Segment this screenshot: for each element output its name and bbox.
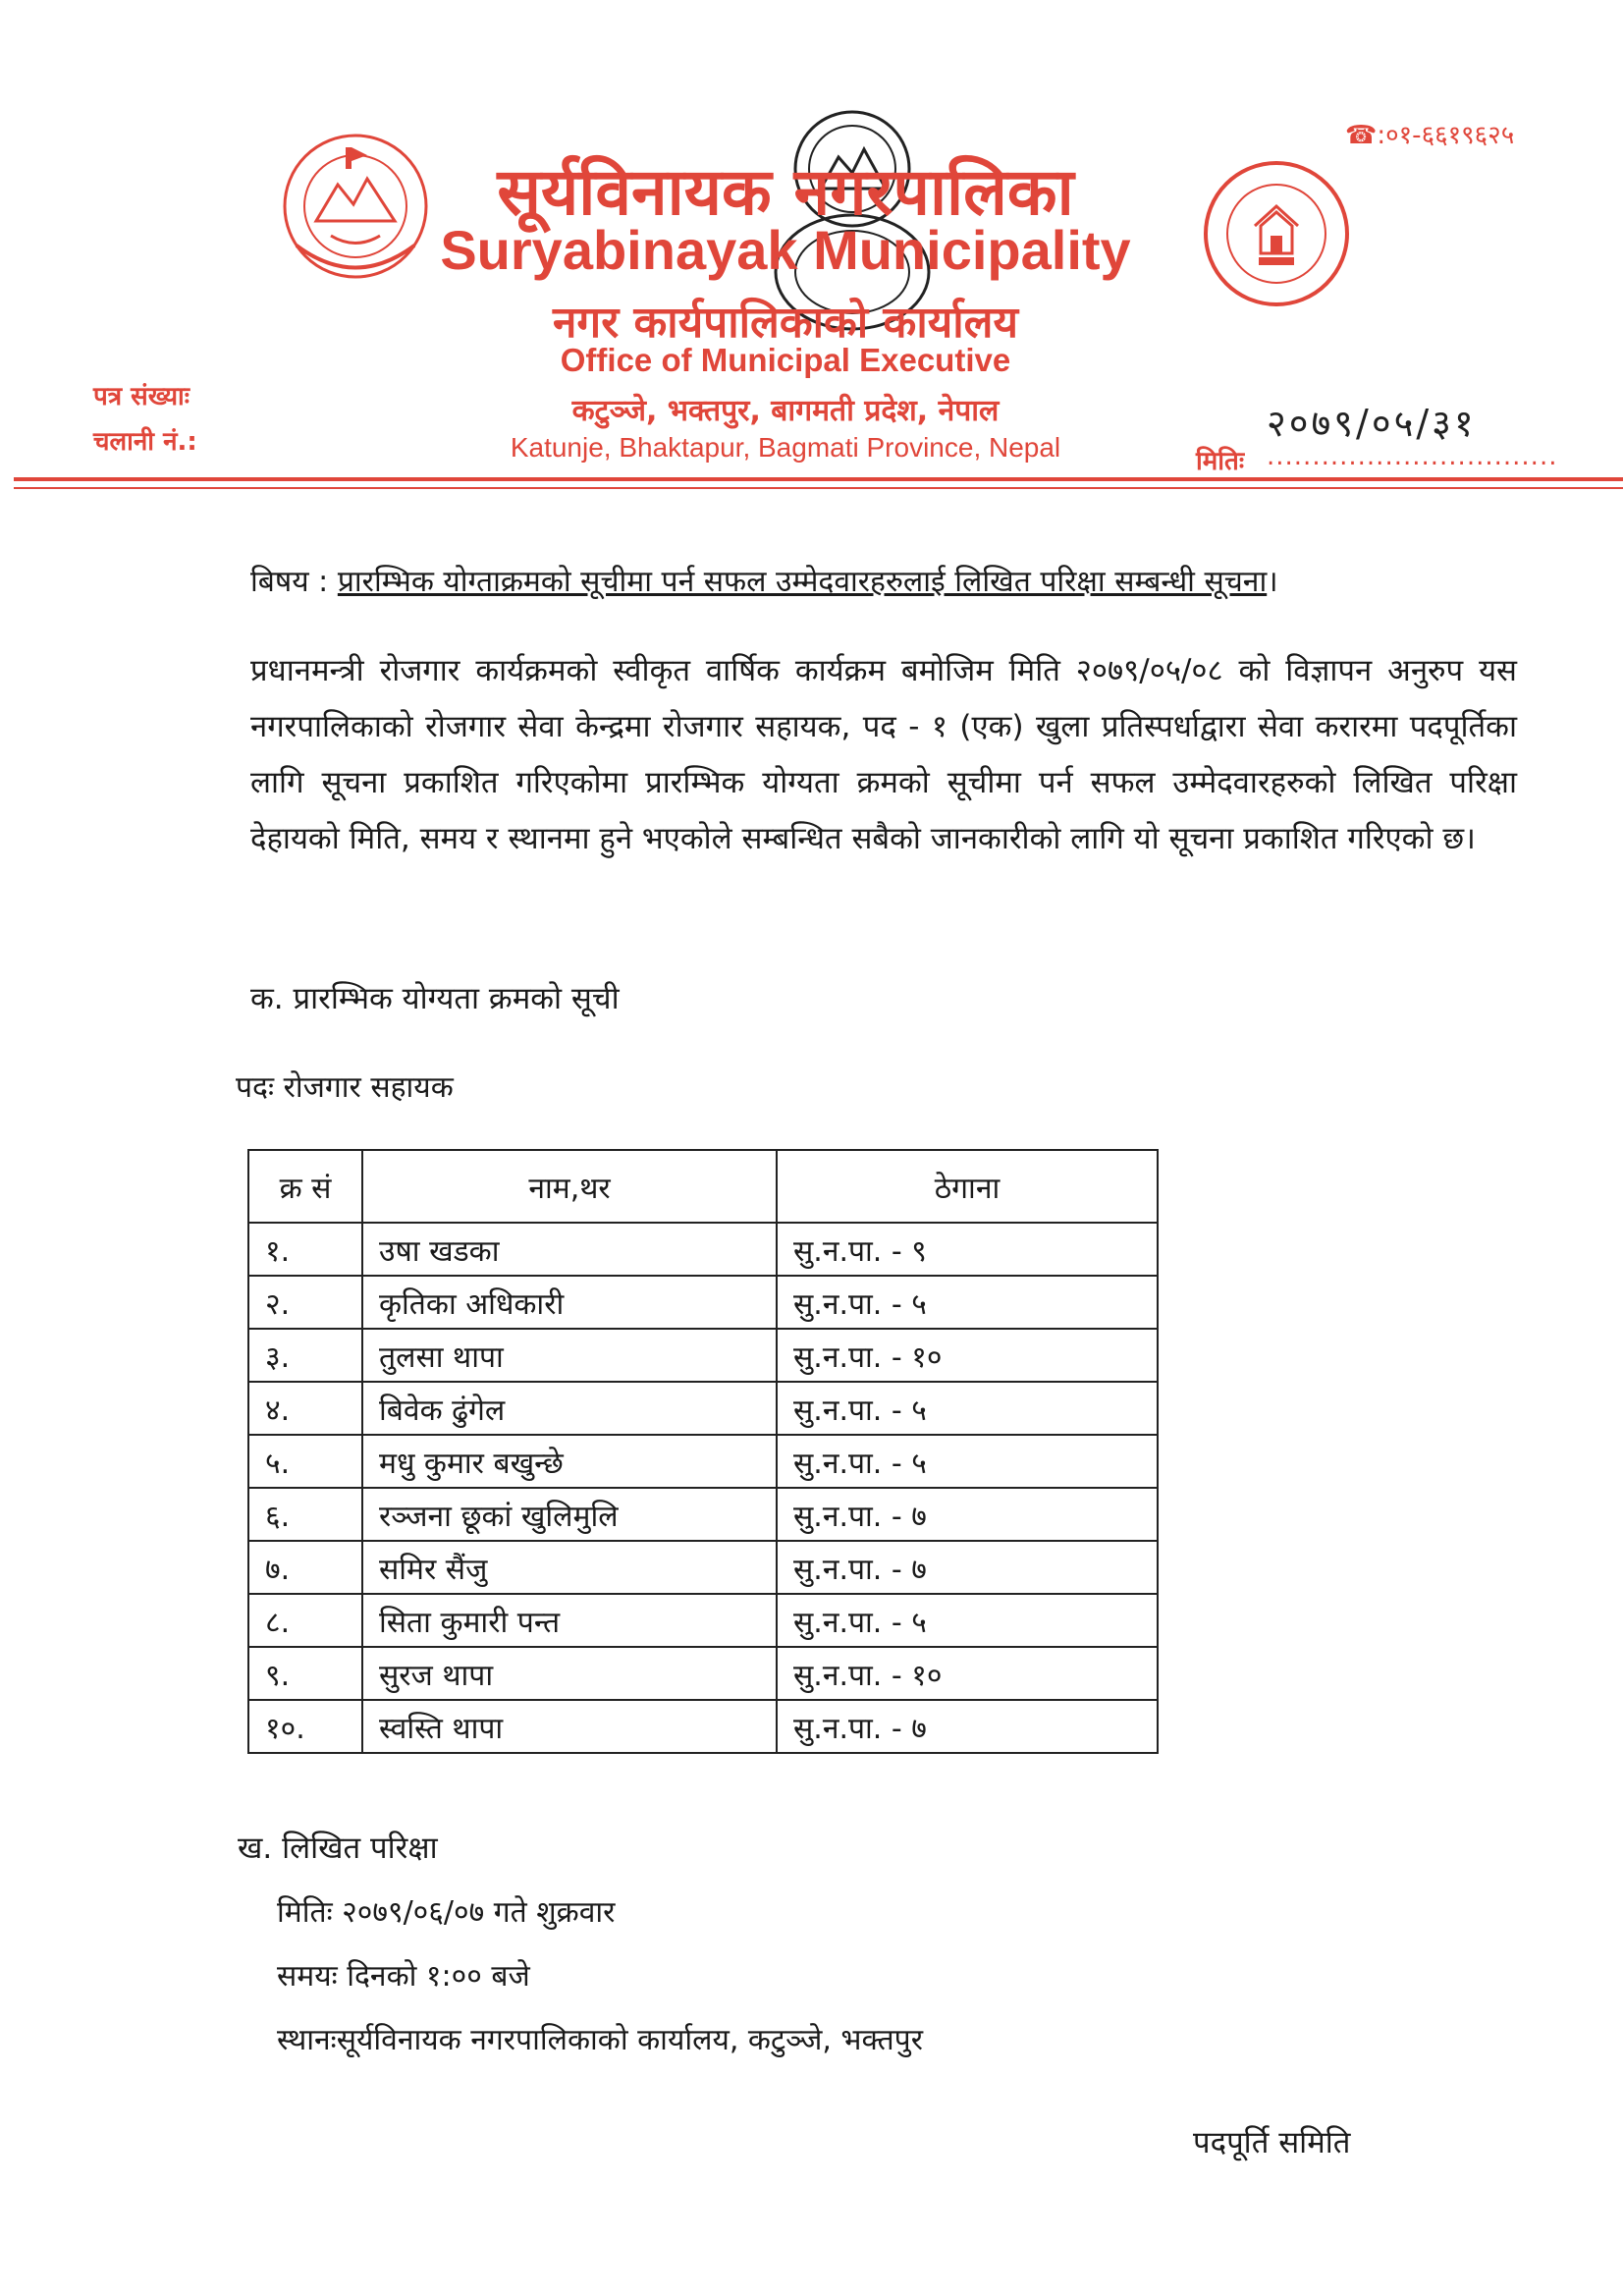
letter-date: २०७९/०५/३१ bbox=[1267, 402, 1477, 445]
name-cell: मधु कुमार बखुन्छे bbox=[362, 1435, 777, 1488]
name-cell: तुलसा थापा bbox=[362, 1329, 777, 1382]
serial-cell: १. bbox=[248, 1223, 362, 1276]
table-row bbox=[248, 1647, 1158, 1700]
office-title-nepali: नगर कार्यपालिकाको कार्यालय bbox=[553, 298, 1018, 348]
name-cell: कृतिका अधिकारी bbox=[362, 1276, 777, 1329]
address-english: Katunje, Bhaktapur, Bagmati Province, Nepal bbox=[510, 432, 1061, 463]
header-divider bbox=[14, 477, 1623, 481]
table-row bbox=[248, 1541, 1158, 1594]
municipality-title-nepali: सूर्यविनायक नगरपालिका bbox=[497, 154, 1074, 230]
name-cell: स्वस्ति थापा bbox=[362, 1700, 777, 1753]
address-cell: सु.न.पा. - ५ bbox=[777, 1382, 1158, 1435]
serial-cell: ५. bbox=[248, 1435, 362, 1488]
address-cell: सु.न.पा. - १० bbox=[777, 1647, 1158, 1700]
table-row bbox=[248, 1329, 1158, 1382]
date-dotted-line: ................................ bbox=[1267, 442, 1558, 471]
notice-paragraph: प्रधानमन्त्री रोजगार कार्यक्रमको स्वीकृत वार्षिक कार्यक्रम बमोजिम मिति २०७९/०५/०८ को विज्ञापन अनुरुप यस नगरपालिकाको रोजगार सेवा केन्द्रमा रोजगार सहायक, पद - १ (एक) खुला प्रतिस्पर्धाद्वारा सेवा करारमा पदपूर्तिका लागि सूचना प्रकाशित गरिएकोमा प्रारम्भिक योग्यता क्रमको सूचीमा पर्न सफल उम्मेदवारहरुको लिखित परिक्षा देहायको मिति, समय र स्थानमा हुने भएकोले सम्बन्धित सबैको जानकारीको लागि यो सूचना प्रकाशित गरिएको छ। bbox=[250, 653, 1517, 856]
exam-venue: स्थानःसूर्यविनायक नगरपालिकाको कार्यालय, कटुञ्जे, भक्तपुर bbox=[277, 2023, 923, 2057]
office-title-english: Office of Municipal Executive bbox=[560, 342, 1011, 378]
name-cell: सिता कुमारी पन्त bbox=[362, 1594, 777, 1647]
date-label: मितिः bbox=[1196, 447, 1245, 476]
subject-text: प्रारम्भिक योग्ताक्रमको सूचीमा पर्न सफल उम्मेदवारहरुलाई लिखित परिक्षा सम्बन्धी सूचना bbox=[337, 565, 1268, 599]
phone-number: ☎:०१-६६१९६२५ bbox=[1345, 121, 1515, 150]
header-divider-thin bbox=[14, 487, 1623, 489]
address-cell: सु.न.पा. - ५ bbox=[777, 1435, 1158, 1488]
post-title: पदः रोजगार सहायक bbox=[236, 1070, 454, 1105]
column-header-name: नाम,थर bbox=[362, 1150, 777, 1223]
serial-cell: ८. bbox=[248, 1594, 362, 1647]
name-cell: सुरज थापा bbox=[362, 1647, 777, 1700]
table-row bbox=[248, 1594, 1158, 1647]
table-row bbox=[248, 1488, 1158, 1541]
name-cell: रञ्जना छूकां खुलिमुलि bbox=[362, 1488, 777, 1541]
name-cell: बिवेक ढुंगेल bbox=[362, 1382, 777, 1435]
subject-label: बिषय : bbox=[250, 565, 329, 599]
reference-number-label: पत्र संख्याः bbox=[93, 382, 190, 411]
dispatch-number-label: चलानी नं.: bbox=[93, 427, 197, 457]
address-nepali: कटुञ्जे, भक्तपुर, बागमती प्रदेश, नेपाल bbox=[571, 394, 1000, 428]
table-header-row bbox=[248, 1150, 1158, 1223]
serial-cell: ६. bbox=[248, 1488, 362, 1541]
section-a-heading: क. प्रारम्भिक योग्यता क्रमको सूची bbox=[250, 981, 620, 1016]
column-header-serial: क्र सं bbox=[248, 1150, 362, 1223]
candidate-table bbox=[247, 1149, 1159, 1754]
table-row bbox=[248, 1223, 1158, 1276]
address-cell: सु.न.पा. - १० bbox=[777, 1329, 1158, 1382]
address-cell: सु.न.पा. - ५ bbox=[777, 1276, 1158, 1329]
name-cell: समिर सैंजु bbox=[362, 1541, 777, 1594]
serial-cell: ९. bbox=[248, 1647, 362, 1700]
serial-cell: १०. bbox=[248, 1700, 362, 1753]
address-cell: सु.न.पा. - ७ bbox=[777, 1488, 1158, 1541]
table-row bbox=[248, 1435, 1158, 1488]
address-cell: सु.न.पा. - ५ bbox=[777, 1594, 1158, 1647]
section-b-heading: ख. लिखित परिक्षा bbox=[238, 1831, 438, 1866]
signoff-committee: पदपूर्ति समिति bbox=[1193, 2125, 1351, 2160]
subject-line bbox=[250, 560, 1278, 600]
address-cell: सु.न.पा. - ७ bbox=[777, 1700, 1158, 1753]
table-row bbox=[248, 1382, 1158, 1435]
table-row bbox=[248, 1700, 1158, 1753]
exam-date: मितिः २०७९/०६/०७ गते शुक्रवार bbox=[277, 1895, 616, 1930]
serial-cell: ७. bbox=[248, 1541, 362, 1594]
name-cell: उषा खडका bbox=[362, 1223, 777, 1276]
address-cell: सु.न.पा. - ९ bbox=[777, 1223, 1158, 1276]
serial-cell: ४. bbox=[248, 1382, 362, 1435]
table-row bbox=[248, 1276, 1158, 1329]
exam-time: समयः दिनको १:०० बजे bbox=[277, 1959, 530, 1994]
subject-end: । bbox=[1267, 565, 1278, 599]
serial-cell: ३. bbox=[248, 1329, 362, 1382]
column-header-address: ठेगाना bbox=[777, 1150, 1158, 1223]
address-cell: सु.न.पा. - ७ bbox=[777, 1541, 1158, 1594]
municipality-title-english: Suryabinayak Municipality bbox=[440, 219, 1131, 281]
serial-cell: २. bbox=[248, 1276, 362, 1329]
